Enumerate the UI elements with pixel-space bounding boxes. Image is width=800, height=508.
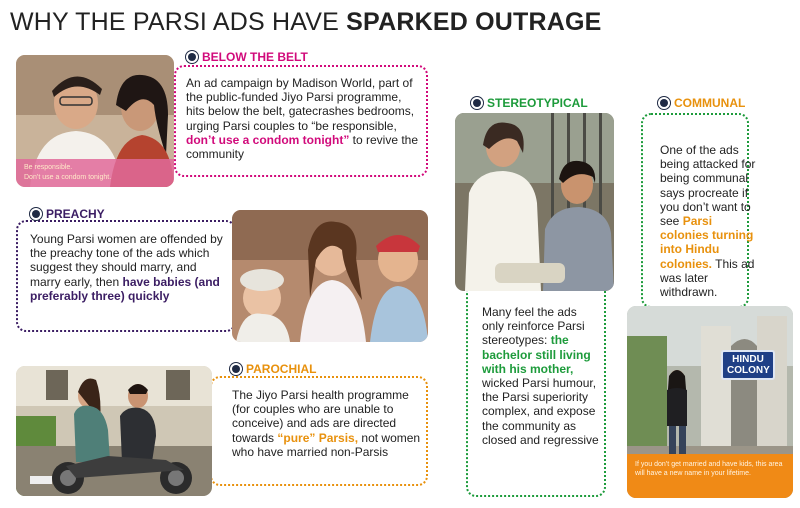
communal-label <box>660 96 745 110</box>
bullet-icon <box>188 53 196 61</box>
sign-line-1: HINDU <box>732 354 764 365</box>
parochial-text-body: The Jiyo Parsi health programme (for couples who are unable to conceive) and ads are directed towards <box>232 388 409 445</box>
hindu-colony-photo <box>627 306 793 498</box>
sign-line-2: COLONY <box>727 365 770 376</box>
communal-heading: COMMUNAL <box>674 96 746 110</box>
stereotypical-heading: STEREOTYPICAL <box>487 96 588 110</box>
parochial-highlight: “pure” Parsis, <box>277 430 359 445</box>
children-photo <box>232 210 428 342</box>
stereotypical-text <box>482 305 600 447</box>
preachy-highlight: have babies (and preferably three) quickly <box>30 274 220 303</box>
preachy-heading: PREACHY <box>46 207 105 221</box>
below-the-belt-highlight: don’t use a condom tonight” <box>186 132 350 147</box>
bullet-icon <box>660 99 668 107</box>
communal-text-body: One of the ads being attacked for being communal says procreate if you don’t want to see <box>660 143 756 229</box>
communal-text <box>660 143 756 299</box>
below-the-belt-heading: BELOW THE BELT <box>202 50 308 64</box>
page-title <box>10 8 602 37</box>
couple-ad-caption-2: Don’t use a condom tonight. <box>24 174 112 181</box>
hindu-colony-sign <box>721 350 775 380</box>
below-the-belt-label <box>188 50 308 64</box>
page-title-light: WHY THE PARSI ADS HAVE <box>10 8 347 36</box>
parochial-text <box>232 388 422 459</box>
parochial-text-end: not women who have married non-Parsis <box>232 430 421 459</box>
motorcycle-couple-photo <box>16 366 212 496</box>
preachy-text <box>30 232 226 303</box>
stereotypical-label <box>473 96 588 110</box>
communal-highlight: Parsi colonies turning into Hindu colonies. <box>660 214 754 271</box>
mother-son-photo <box>455 113 614 291</box>
parochial-label <box>232 362 316 376</box>
couple-ad-photo <box>16 55 174 187</box>
below-the-belt-text-end: to revive the community <box>186 132 419 162</box>
couple-ad-caption-1: Be responsible. <box>24 164 73 171</box>
hindu-colony-caption: If you don’t get married and have kids, this area will have a new name in your lifetime. <box>635 461 783 477</box>
bullet-icon <box>232 365 240 373</box>
bullet-icon <box>473 99 481 107</box>
parochial-heading: PAROCHIAL <box>246 362 317 376</box>
below-the-belt-text-body: An ad campaign by Madison World, part of the public-funded Jiyo Parsi programme, hits below the belt, gatecrashes bedrooms, urging Parsi couples to “be responsible, <box>186 76 415 133</box>
below-the-belt-text <box>186 76 422 161</box>
stereotypical-text-body: Many feel the ads only reinforce Parsi stereotypes: <box>482 305 585 348</box>
page-title-bold: SPARKED OUTRAGE <box>346 8 602 36</box>
preachy-label <box>32 207 105 221</box>
preachy-text-body: Young Parsi women are offended by the preachy tone of the ads which suggest they should marry, and marry early, then <box>30 232 223 289</box>
communal-text-end: This ad was later withdrawn. <box>660 256 755 300</box>
bullet-icon <box>32 210 40 218</box>
stereotypical-text-end: wicked Parsi humour, the Parsi superiority complex, and expose the community as closed and regressive <box>482 376 599 447</box>
stereotypical-highlight: the bachelor still living with his mother, <box>482 333 591 376</box>
